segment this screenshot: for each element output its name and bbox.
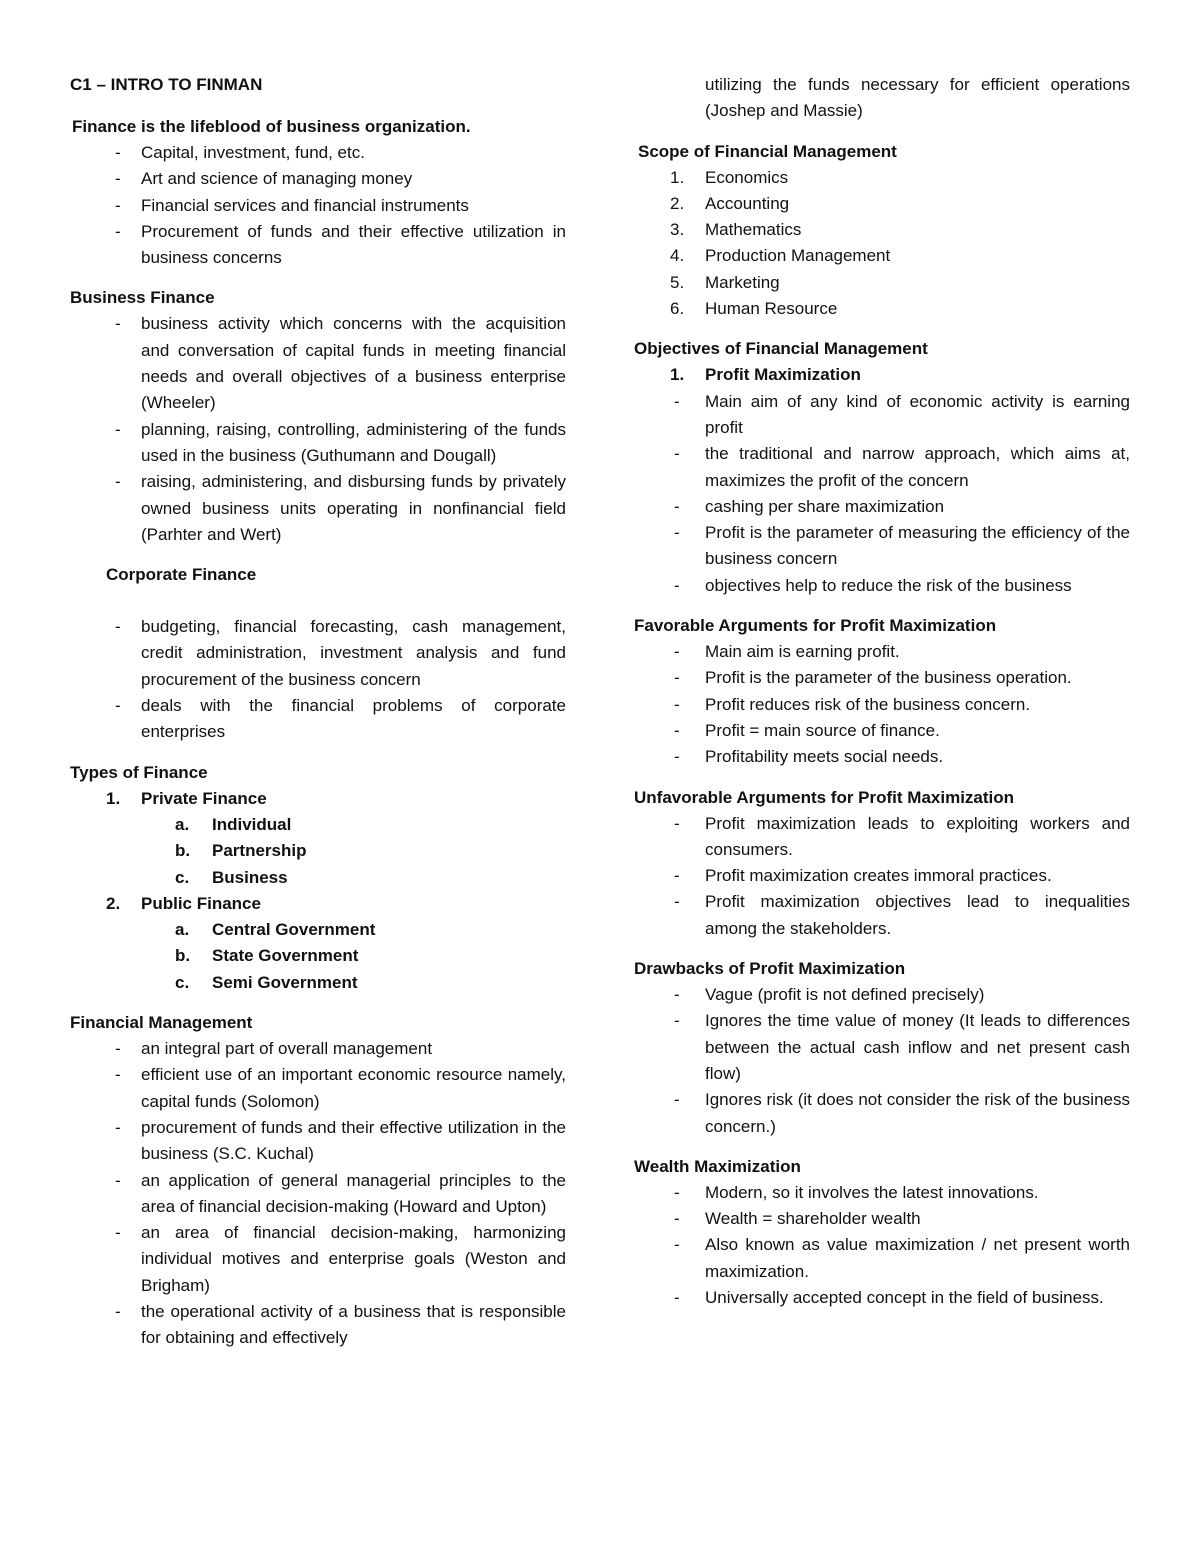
section-corporate-finance xyxy=(106,562,566,588)
numbered-list xyxy=(70,786,566,812)
list-item: - business activity which concerns with the acquisition and conversation of capital funds in meeting financial needs and overall objectives of a business enterprise (Wheeler) xyxy=(70,311,566,416)
bullet-list xyxy=(70,311,566,548)
list-label: Profit Maximization xyxy=(705,365,861,385)
list-label: Public Finance xyxy=(141,893,261,913)
list-item: - cashing per share maximization xyxy=(634,494,1130,520)
list-item: - raising, administering, and disbursing funds by privately owned business units operating in nonfinancial field (Parhter and Wert) xyxy=(70,469,566,548)
list-item: - the operational activity of a business that is responsible for obtaining and effectively xyxy=(70,1299,566,1352)
list-number: 3. xyxy=(670,220,685,240)
continued-text: utilizing the funds necessary for efficient operations (Joshep and Massie) xyxy=(705,75,1130,121)
bullet-list xyxy=(70,614,566,745)
list-label: Individual xyxy=(212,814,292,834)
list-label: Partnership xyxy=(212,841,307,861)
list-label: Production Management xyxy=(705,246,891,266)
list-item xyxy=(634,243,1130,269)
section-heading: Drawbacks of Profit Maximization xyxy=(634,959,906,979)
list-item: - Main aim is earning profit. xyxy=(634,639,1130,665)
section-heading: Wealth Maximization xyxy=(634,1156,801,1176)
list-item xyxy=(634,217,1130,243)
list-item: - Profit is the parameter of the business operation. xyxy=(634,665,1130,691)
list-letter: b. xyxy=(175,946,191,966)
list-item xyxy=(634,296,1130,322)
list-number: 4. xyxy=(670,246,685,266)
list-label: Human Resource xyxy=(705,299,838,319)
list-item xyxy=(70,970,566,996)
list-item: - Also known as value maximization / net present worth maximization. xyxy=(634,1232,1130,1285)
section-unfavorable xyxy=(634,785,1130,942)
list-item xyxy=(70,838,566,864)
list-item: - budgeting, financial forecasting, cash management, credit administration, investment analysis and fund procurement of the business concern xyxy=(70,614,566,693)
numbered-list xyxy=(634,362,1130,388)
list-item xyxy=(634,165,1130,191)
list-item: - Vague (profit is not defined precisely) xyxy=(634,982,1130,1008)
list-letter: c. xyxy=(175,972,190,992)
list-number: 5. xyxy=(670,272,685,292)
list-item: - Universally accepted concept in the field of business. xyxy=(634,1285,1130,1311)
list-item: - Profit = main source of finance. xyxy=(634,718,1130,744)
list-item: - an area of financial decision-making, harmonizing individual motives and enterprise goals (Weston and Brigham) xyxy=(70,1220,566,1299)
section-heading: Unfavorable Arguments for Profit Maximization xyxy=(634,787,1015,807)
list-item: - Art and science of managing money xyxy=(70,166,566,192)
list-item: - an integral part of overall management xyxy=(70,1036,566,1062)
list-item xyxy=(70,865,566,891)
lead-statement: Finance is the lifeblood of business organization. xyxy=(72,117,471,136)
list-item: - Capital, investment, fund, etc. xyxy=(70,140,566,166)
list-number: 1. xyxy=(670,365,685,385)
list-letter: b. xyxy=(175,841,191,861)
section-types-of-finance xyxy=(70,760,566,996)
list-label: Economics xyxy=(705,167,789,187)
list-item: - an application of general managerial principles to the area of financial decision-making (Howard and Upton) xyxy=(70,1168,566,1221)
list-letter: c. xyxy=(175,867,190,887)
spacer xyxy=(70,588,566,614)
list-item: - Modern, so it involves the latest innovations. xyxy=(634,1180,1130,1206)
list-item: - procurement of funds and their effective utilization in the business (S.C. Kuchal) xyxy=(70,1115,566,1168)
section-heading: Scope of Financial Management xyxy=(638,141,897,161)
bullet-list xyxy=(70,1036,566,1352)
list-number: 2. xyxy=(106,893,121,913)
list-item: - Ignores risk (it does not consider the risk of the business concern.) xyxy=(634,1087,1130,1140)
list-label: Central Government xyxy=(212,920,376,940)
bullet-list xyxy=(634,982,1130,1140)
list-item: - the traditional and narrow approach, which aims at, maximizes the profit of the concern xyxy=(634,441,1130,494)
page-title: C1 – INTRO TO FINMAN xyxy=(70,75,263,94)
section-business-finance xyxy=(70,285,566,548)
right-column xyxy=(634,72,1130,1311)
list-label: Mathematics xyxy=(705,220,802,240)
section-wealth xyxy=(634,1154,1130,1311)
list-item: - Profit maximization creates immoral practices. xyxy=(634,863,1130,889)
list-number: 1. xyxy=(106,788,121,808)
numbered-list xyxy=(70,891,566,917)
bullet-list xyxy=(634,811,1130,942)
list-label: State Government xyxy=(212,946,359,966)
list-item: - Profit is the parameter of measuring the efficiency of the business concern xyxy=(634,520,1130,573)
list-item: - Procurement of funds and their effective utilization in business concerns xyxy=(70,219,566,272)
list-label: Semi Government xyxy=(212,972,358,992)
list-item xyxy=(634,362,1130,388)
section-heading: Business Finance xyxy=(70,288,215,308)
list-item: - Profit maximization leads to exploiting workers and consumers. xyxy=(634,811,1130,864)
list-item: - Ignores the time value of money (It leads to differences between the actual cash inflow and net present cash flow) xyxy=(634,1008,1130,1087)
bullet-list xyxy=(634,639,1130,770)
section-heading: Objectives of Financial Management xyxy=(634,339,928,359)
section-favorable xyxy=(634,613,1130,770)
list-label: Business xyxy=(212,867,288,887)
section-heading: Financial Management xyxy=(70,1013,253,1033)
list-item xyxy=(70,943,566,969)
sub-list xyxy=(70,917,566,996)
bullet-list xyxy=(634,389,1130,599)
list-letter: a. xyxy=(175,920,190,940)
lead-list xyxy=(70,140,566,271)
list-item: - Profitability meets social needs. xyxy=(634,744,1130,770)
section-heading: Types of Finance xyxy=(70,762,208,782)
list-item: - Profit maximization objectives lead to inequalities among the stakeholders. xyxy=(634,889,1130,942)
list-label: Private Finance xyxy=(141,788,267,808)
section-heading: Favorable Arguments for Profit Maximization xyxy=(634,616,997,636)
list-item xyxy=(70,786,566,812)
list-item xyxy=(634,270,1130,296)
list-item xyxy=(70,917,566,943)
bullet-list xyxy=(634,1180,1130,1311)
section-objectives xyxy=(634,336,1130,599)
list-item: - Main aim of any kind of economic activity is earning profit xyxy=(634,389,1130,442)
section-heading: Corporate Finance xyxy=(106,565,257,585)
list-item: - objectives help to reduce the risk of the business xyxy=(634,573,1130,599)
list-item: - Wealth = shareholder wealth xyxy=(634,1206,1130,1232)
section-scope xyxy=(634,139,1130,323)
numbered-list xyxy=(634,165,1130,323)
list-number: 2. xyxy=(670,193,685,213)
list-number: 1. xyxy=(670,167,685,187)
section-financial-management xyxy=(70,1010,566,1352)
list-label: Marketing xyxy=(705,272,780,292)
list-label: Accounting xyxy=(705,193,790,213)
list-item: - efficient use of an important economic resource namely, capital funds (Solomon) xyxy=(70,1062,566,1115)
list-item xyxy=(70,812,566,838)
list-item: - Profit reduces risk of the business concern. xyxy=(634,692,1130,718)
list-number: 6. xyxy=(670,299,685,319)
section-drawbacks xyxy=(634,956,1130,1140)
list-item: - planning, raising, controlling, administering of the funds used in the business (Guthumann and Dougall) xyxy=(70,417,566,470)
list-item xyxy=(70,891,566,917)
list-item: - Financial services and financial instruments xyxy=(70,193,566,219)
list-letter: a. xyxy=(175,814,190,834)
list-item xyxy=(634,191,1130,217)
left-column xyxy=(70,72,566,1352)
list-item: - deals with the financial problems of corporate enterprises xyxy=(70,693,566,746)
sub-list xyxy=(70,812,566,891)
